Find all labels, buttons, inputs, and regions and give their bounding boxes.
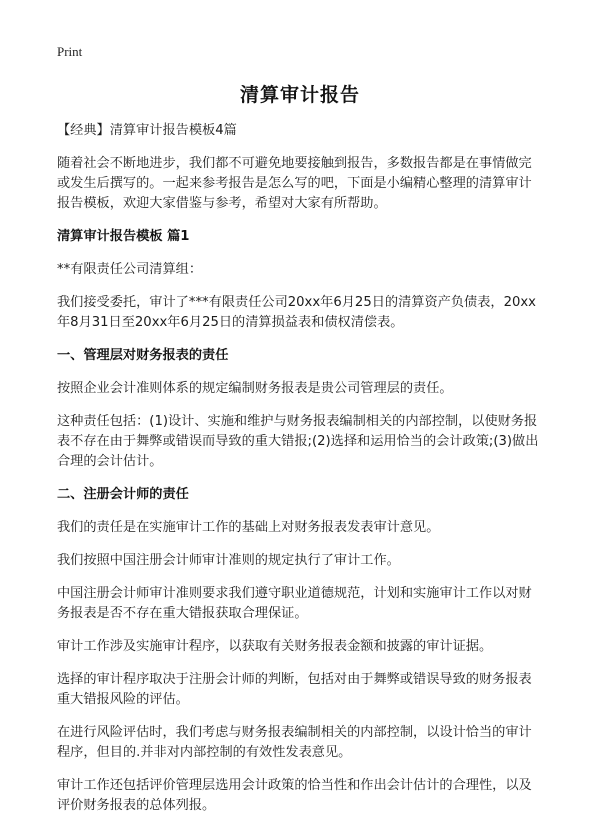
paragraph-auditor-2: 我们按照中国注册会计师审计准则的规定执行了审计工作。 (57, 553, 400, 568)
document-body (57, 121, 544, 829)
paragraph-auditor-4: 审计工作涉及实施审计程序，以获取有关财务报表金额和披露的审计证据。 (57, 639, 493, 654)
paragraph-auditor-3: 中国注册会计师审计准则要求我们遵守职业道德规范，计划和实施审计工作以对财务报表是否不存在重大错报获取合理保证。 (57, 586, 532, 621)
document-subtitle: 【经典】清算审计报告模板4篇 (57, 123, 237, 138)
section-heading-template-1: 清算审计报告模板 篇1 (57, 229, 190, 244)
section-heading-auditor-responsibility: 二、注册会计师的责任 (57, 487, 189, 502)
print-link[interactable]: Print (57, 44, 83, 59)
paragraph-auditor-7: 审计工作还包括评价管理层选用会计政策的恰当性和作出会计估计的合理性，以及评价财务报表的总体列报。 (57, 778, 532, 813)
paragraph-scope: 我们接受委托，审计了***有限责任公司20xx年6月25日的清算资产负债表，20xx年8月31日至20xx年6月25日的清算损益表和债权清偿表。 (57, 295, 536, 330)
paragraph-auditor-6: 在进行风险评估时，我们考虑与财务报表编制相关的内部控制，以设计恰当的审计程序，但目的.并非对内部控制的有效性发表意见。 (57, 725, 532, 760)
section-heading-management-responsibility: 一、管理层对财务报表的责任 (57, 348, 229, 363)
page-title: 清算审计报告 (239, 84, 360, 106)
paragraph-auditor-1: 我们的责任是在实施审计工作的基础上对财务报表发表审计意见。 (57, 520, 440, 535)
paragraph-management-2: 这种责任包括：(1)设计、实施和维护与财务报表编制相关的内部控制，以使财务报表不存在由于舞弊或错误而导致的重大错报;(2)选择和运用恰当的会计政策;(3)做出合理的会计估计。 (57, 414, 539, 469)
paragraph-addressee: **有限责任公司清算组： (57, 262, 203, 277)
paragraph-intro: 随着社会不断地进步，我们都不可避免地要接触到报告，多数报告都是在事情做完或发生后撰写的。一起来参考报告是怎么写的吧，下面是小编精心整理的清算审计报告模板，欢迎大家借鉴与参考，希望对大家有所帮助。 (57, 156, 532, 211)
paragraph-auditor-5: 选择的审计程序取决于注册会计师的判断，包括对由于舞弊或错误导致的财务报表重大错报风险的评估。 (57, 672, 532, 707)
paragraph-management-1: 按照企业会计准则体系的规定编制财务报表是贵公司管理层的责任。 (57, 381, 453, 396)
